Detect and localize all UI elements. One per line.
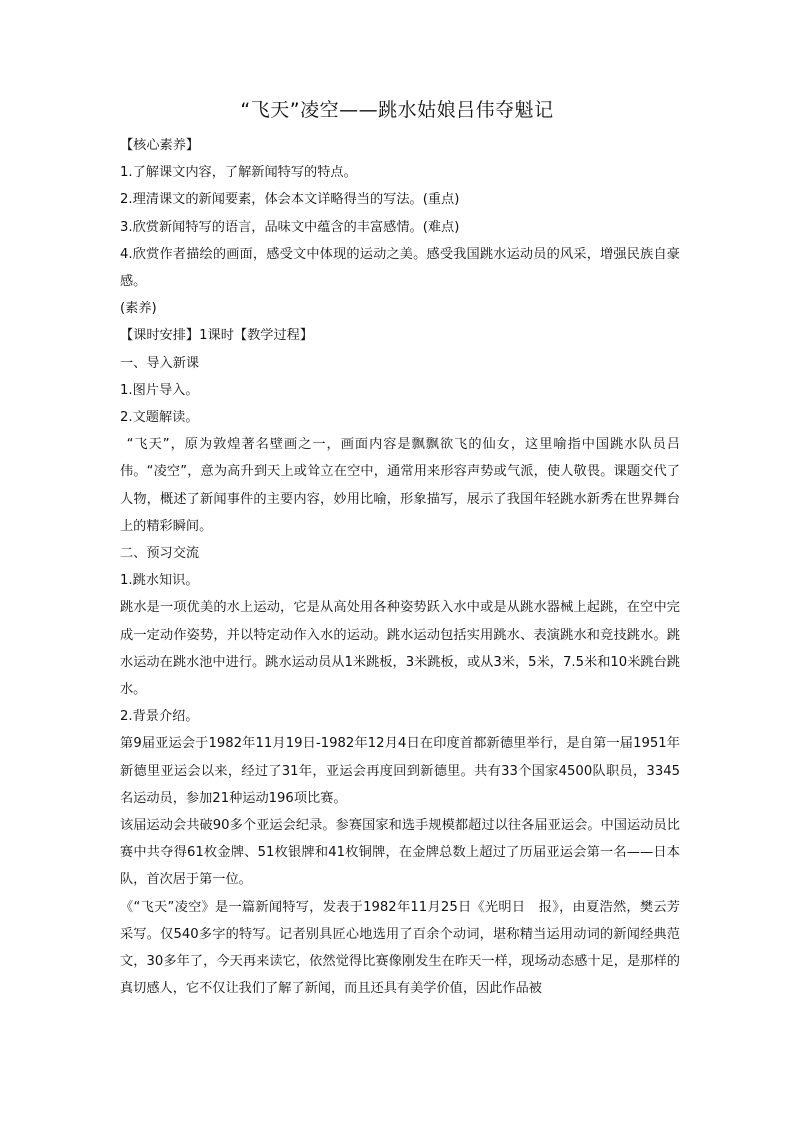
objective-item-2: 2.理清课文的新闻要素，体会本文详略得当的写法。(重点)	[120, 192, 460, 208]
objective-note: (素养)	[120, 301, 157, 317]
background-paragraph-2: 该届运动会共破90多个亚运会纪录。参赛国家和选手规模都超过以往各届亚运会。中国运动员比赛中共夺得61枚金牌、51枚银牌和41枚铜牌，在金牌总数上超过了历届亚运会第一名——日本队，首次居于第一位。	[120, 818, 680, 888]
document-body	[120, 132, 680, 1003]
document-title: “飞天”凌空——跳水姑娘吕伟夺魁记	[240, 99, 554, 121]
objective-item-1: 1.了解课文内容，了解新闻特写的特点。	[120, 165, 357, 181]
objective-item-4: 4.欣赏作者描绘的画面，感受文中体现的运动之美。感受我国跳水运动员的风采，增强民族自豪感。	[120, 246, 680, 290]
diving-knowledge-paragraph: 跳水是一项优美的水上运动，它是从高处用各种姿势跃入水中或是从跳水器械上起跳，在空中完成一定动作姿势，并以特定动作入水的运动。跳水运动包括实用跳水、表演跳水和竞技跳水。跳水运动在跳水池中进行。跳水运动员从1米跳板，3米跳板，或从3米，5米，7.5米和10米跳台跳水。	[120, 600, 680, 698]
preview-item-1: 1.跳水知识。	[120, 573, 199, 589]
intro-item-1: 1.图片导入。	[120, 382, 199, 398]
background-paragraph-1: 第9届亚运会于1982年11月19日-1982年12月4日在印度首都新德里举行，是自第一届1951年新德里亚运会以来，经过了31年，亚运会再度回到新德里。共有33个国家4500队职员，3345名运动员，参加21种运动196项比赛。	[120, 736, 680, 806]
section-heading-core-literacy: 【核心素养】	[120, 138, 200, 153]
intro-item-2: 2.文题解读。	[120, 410, 199, 426]
objective-item-3: 3.欣赏新闻特写的语言，品味文中蕴含的丰富感情。(难点)	[120, 219, 460, 235]
title-interpretation-paragraph: “飞天”，原为敦煌著名壁画之一，画面内容是飘飘欲飞的仙女，这里喻指中国跳水队员吕伟。“凌空”，意为高升到天上或耸立在空中，通常用来形容声势或气派，使人敬畏。课题交代了人物，概述了新闻事件的主要内容，妙用比喻，形象描写，展示了我国年轻跳水新秀在世界舞台上的精彩瞬间。	[120, 437, 680, 534]
background-paragraph-3: 《“飞天”凌空》是一篇新闻特写，发表于1982年11月25日《光明日 报》，由夏浩然，樊云芳采写。仅540多字的特写。记者别具匠心地选用了百余个动词，堪称精当运用动词的新闻经典范文，30多年了，今天再来读它，依然觉得比赛像刚发生在昨天一样，现场动态感十足，是那样的真切感人，它不仅让我们了解了新闻，而且还具有美学价值，因此作品被	[120, 899, 680, 997]
section-heading-schedule: 【课时安排】1课时【教学过程】	[120, 328, 314, 344]
preview-item-2: 2.背景介绍。	[120, 709, 199, 725]
section-heading-preview: 二、预习交流	[120, 546, 200, 562]
section-heading-intro: 一、导入新课	[120, 355, 200, 371]
